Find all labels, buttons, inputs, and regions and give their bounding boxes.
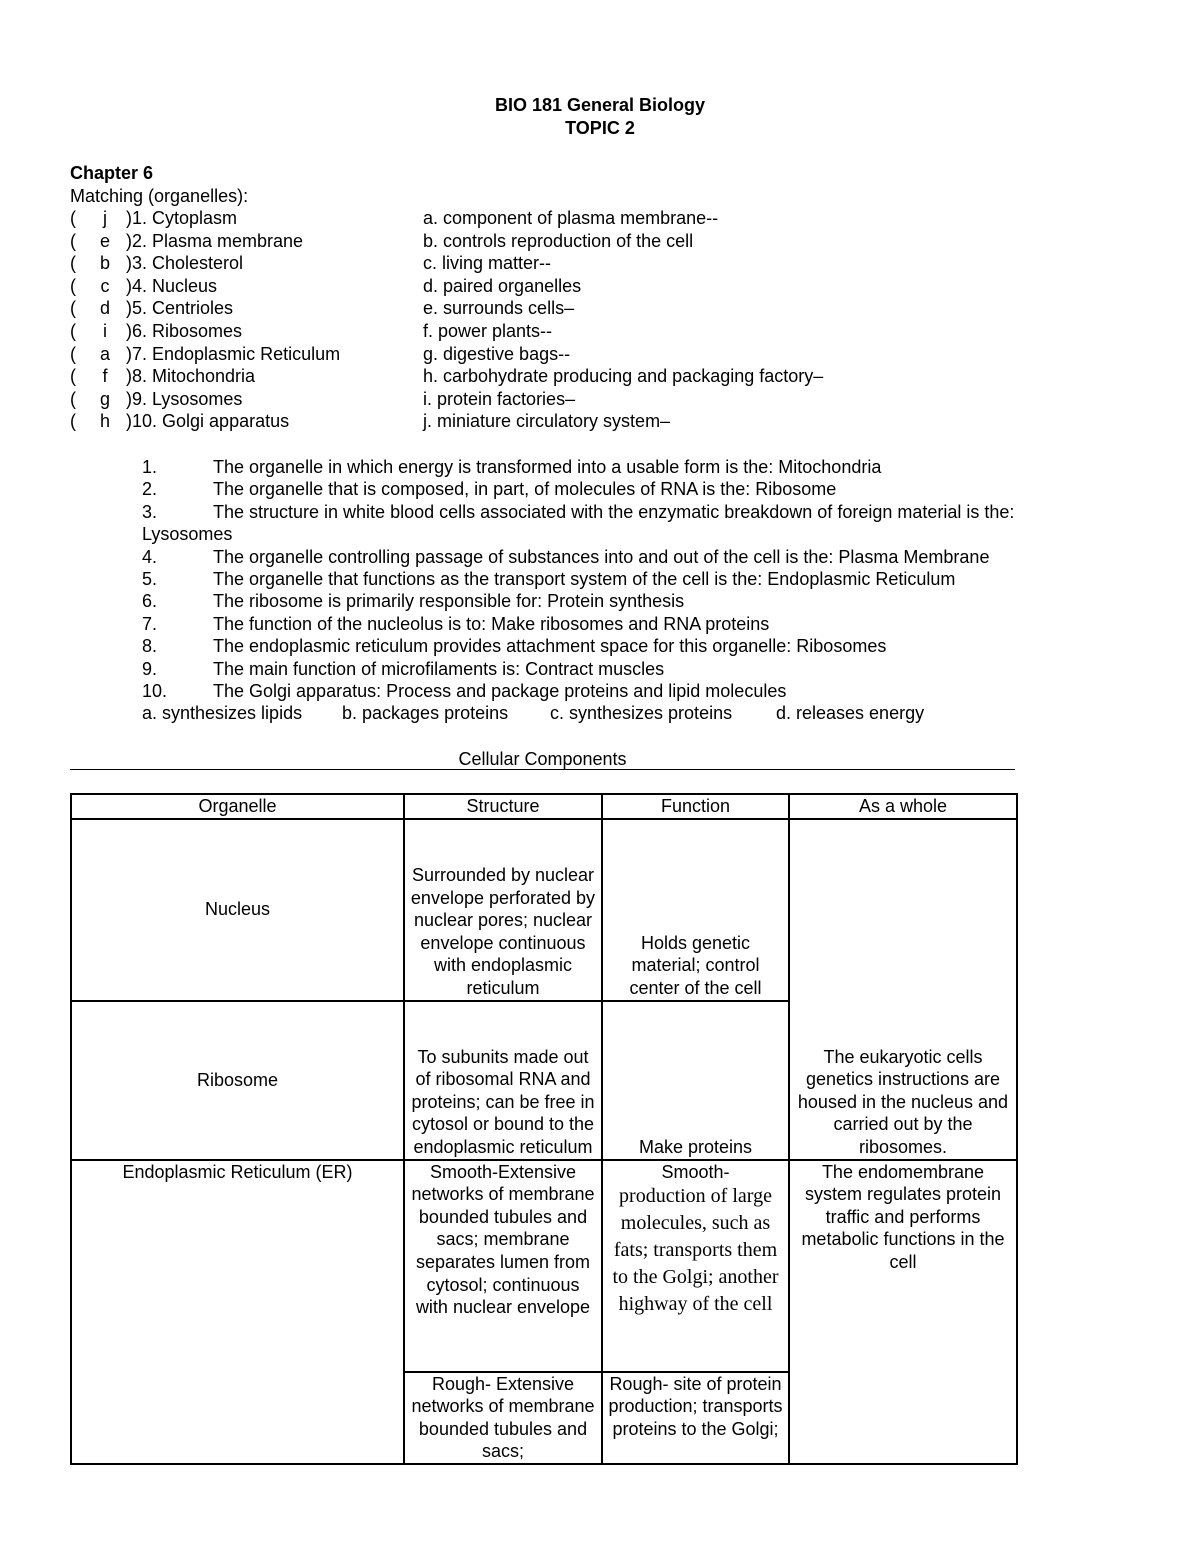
matching-row: ( i ) 6. Ribosomes f. power plants--	[70, 320, 553, 341]
question-number: 1.	[142, 457, 158, 477]
structure-cell: Surrounded by nuclear envelope perforated by nuclear pores; nuclear envelope continuous with endoplasmic reticulum	[404, 819, 602, 1001]
matching-term: 9. Lysosomes	[132, 388, 243, 409]
matching-row: ( h ) 10. Golgi apparatus j. miniature circulatory system–	[70, 411, 671, 432]
structure-cell: Smooth-Extensive networks of membrane bounded tubules and sacs; membrane separates lumen from cytosol; continuous with nuclear envelope	[404, 1160, 602, 1372]
matching-answer: b	[99, 253, 110, 274]
matching-answer: i	[103, 320, 107, 341]
question-number: 7.	[142, 613, 158, 634]
question-text: The organelle that is composed, in part, of molecules of RNA is the: Ribosome	[213, 479, 837, 500]
matching-row: ( a ) 7. Endoplasmic Reticulum g. digestive bags--	[70, 343, 571, 364]
matching-definition: c. living matter--	[423, 253, 552, 274]
column-header: Organelle	[71, 794, 404, 819]
matching-term: 8. Mitochondria	[132, 366, 256, 387]
chapter-heading: Chapter 6	[70, 163, 154, 183]
question-text: The organelle in which energy is transformed into a usable form is the: Mitochondria	[213, 457, 882, 477]
matching-term: 4. Nucleus	[132, 275, 218, 296]
question-text: The Golgi apparatus: Process and package proteins and lipid molecules	[213, 681, 787, 702]
matching-term: 5. Centrioles	[132, 298, 234, 319]
matching-row: ( c ) 4. Nucleus d. paired organelles	[70, 275, 582, 296]
question-text: The function of the nucleolus is to: Make ribosomes and RNA proteins	[213, 613, 770, 634]
question-item	[142, 635, 1102, 657]
question-item	[142, 658, 1102, 680]
matching-heading: Matching (organelles):	[70, 186, 249, 206]
question-item	[142, 680, 1102, 702]
matching-definition: b. controls reproduction of the cell	[423, 230, 694, 251]
matching-row: ( f ) 8. Mitochondria h. carbohydrate producing and packaging factory–	[70, 366, 824, 387]
question-list	[142, 456, 1102, 725]
question-text: The endoplasmic reticulum provides attachment space for this organelle: Ribosomes	[213, 636, 887, 657]
function-text: production of large molecules, such as fats; transports them to the Golgi; another highway of the cell	[612, 1185, 779, 1316]
matching-row: ( e ) 2. Plasma membrane b. controls reproduction of the cell	[70, 230, 694, 251]
matching-answer: g	[99, 388, 110, 409]
organelle-cell: Endoplasmic Reticulum (ER)	[71, 1160, 404, 1464]
matching-term: 2. Plasma membrane	[132, 230, 304, 251]
function-label: Smooth-	[661, 1161, 730, 1182]
organelle-cell: Ribosome	[71, 1001, 404, 1160]
matching-answer: j	[103, 208, 107, 228]
matching-definition: j. miniature circulatory system–	[423, 411, 671, 432]
matching-definition: d. paired organelles	[423, 275, 582, 296]
question-text: The structure in white blood cells associated with the enzymatic breakdown of foreign material is the:	[213, 501, 1015, 522]
question-item	[142, 546, 1102, 568]
question-item	[142, 613, 1102, 635]
question-item	[142, 568, 1102, 590]
cellular-components-table	[70, 793, 1018, 1465]
matching-term: 1. Cytoplasm	[132, 208, 238, 228]
question-number: 9.	[142, 658, 158, 679]
question-item	[142, 478, 1102, 500]
question-number: 8.	[142, 636, 158, 657]
as-a-whole-cell: The eukaryotic cells genetics instructions are housed in the nucleus and carried out by the ribosomes.	[789, 819, 1017, 1160]
question-number: 4.	[142, 546, 158, 567]
matching-definition: g. digestive bags--	[423, 343, 571, 364]
choice-item: b. packages proteins	[342, 703, 509, 724]
matching-definition: e. surrounds cells–	[423, 298, 575, 319]
question-number: 2.	[142, 479, 158, 500]
question-number: 10.	[142, 681, 168, 702]
function-cell: Holds genetic material; control center of the cell	[602, 819, 789, 1001]
column-header: Function	[602, 794, 789, 819]
column-header: As a whole	[789, 794, 1017, 819]
function-cell	[602, 1160, 789, 1372]
organelle-cell: Nucleus	[71, 819, 404, 1001]
matching-answer: a	[99, 343, 110, 364]
as-a-whole-cell: The endomembrane system regulates protein traffic and performs metabolic functions in the cell	[789, 1160, 1017, 1464]
question-number: 5.	[142, 569, 158, 590]
table-row	[71, 819, 1017, 1001]
answer-choices	[142, 702, 1102, 724]
matching-term: 10. Golgi apparatus	[132, 411, 290, 432]
title-divider	[70, 769, 1015, 770]
table-header-row	[71, 794, 1017, 819]
matching-answer: e	[99, 230, 110, 251]
question-item	[142, 590, 1102, 612]
question-number: 3.	[142, 501, 158, 522]
question-text: The main function of microfilaments is: Contract muscles	[213, 658, 665, 679]
question-text: The organelle controlling passage of substances into and out of the cell is the: Plasma Membrane	[213, 546, 990, 567]
choice-item: d. releases energy	[776, 703, 925, 724]
table-row	[71, 1160, 1017, 1372]
question-text-continued: Lysosomes	[142, 524, 233, 545]
choice-item: a. synthesizes lipids	[142, 703, 303, 724]
topic-title: TOPIC 2	[565, 118, 635, 138]
column-header: Structure	[404, 794, 602, 819]
question-text: The organelle that functions as the transport system of the cell is the: Endoplasmic Reticulum	[213, 569, 956, 590]
question-item	[142, 501, 1102, 546]
structure-cell: Rough- Extensive networks of membrane bounded tubules and sacs;	[404, 1372, 602, 1464]
matching-definition: i. protein factories–	[423, 388, 576, 409]
matching-answer: h	[99, 411, 110, 432]
matching-answer: f	[102, 366, 108, 387]
matching-definition: f. power plants--	[423, 320, 553, 341]
question-text: The ribosome is primarily responsible for: Protein synthesis	[213, 591, 685, 612]
matching-row: ( d ) 5. Centrioles e. surrounds cells–	[70, 298, 575, 319]
matching-row: ( g ) 9. Lysosomes i. protein factories–	[70, 388, 576, 409]
question-number: 6.	[142, 591, 158, 612]
table-title: Cellular Components	[458, 749, 627, 769]
choice-item: c. synthesizes proteins	[550, 703, 733, 724]
matching-row: ( j ) 1. Cytoplasm a. component of plasma membrane--	[70, 208, 719, 228]
matching-answer: d	[99, 298, 110, 319]
matching-term: 3. Cholesterol	[132, 253, 244, 274]
course-title: BIO 181 General Biology	[494, 95, 706, 115]
matching-term: 6. Ribosomes	[132, 320, 243, 341]
function-cell: Make proteins	[602, 1001, 789, 1160]
matching-list	[70, 207, 970, 433]
matching-definition: h. carbohydrate producing and packaging factory–	[423, 366, 824, 387]
matching-row: ( b ) 3. Cholesterol c. living matter--	[70, 253, 552, 274]
structure-cell: To subunits made out of ribosomal RNA and proteins; can be free in cytosol or bound to the endoplasmic reticulum	[404, 1001, 602, 1160]
matching-term: 7. Endoplasmic Reticulum	[132, 343, 341, 364]
matching-answer: c	[100, 275, 110, 296]
matching-definition: a. component of plasma membrane--	[423, 208, 719, 228]
question-item	[142, 456, 1102, 478]
function-cell: Rough- site of protein production; transports proteins to the Golgi;	[602, 1372, 789, 1464]
